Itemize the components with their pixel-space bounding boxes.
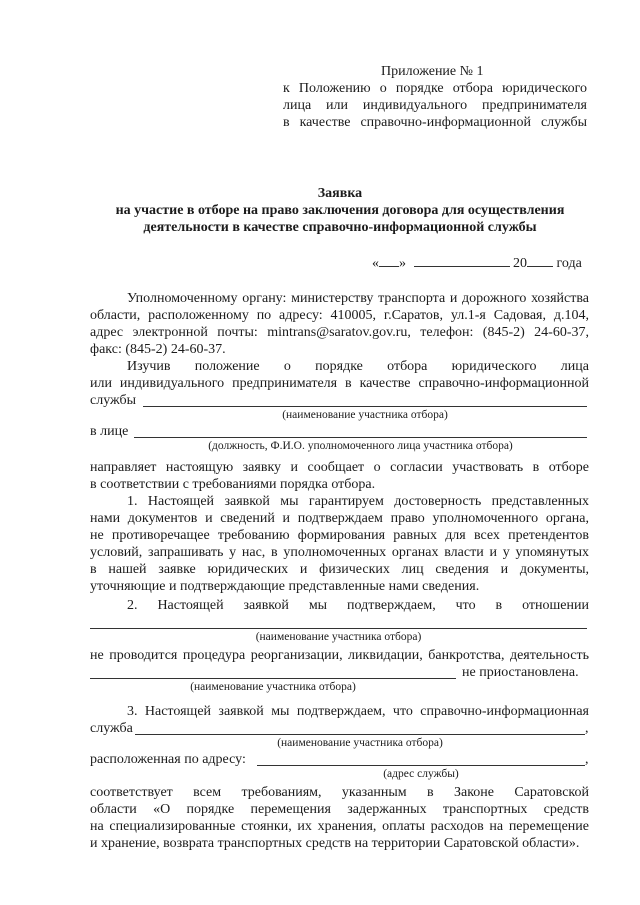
intro-line: направляет настоящую заявку и сообщает о согласии участвовать в отборе — [90, 460, 589, 475]
field-caption: (наименование участника отбора) — [190, 681, 356, 693]
paragraph-2-line: не приостановлена. — [462, 665, 579, 680]
paragraph-3-line: и хранение, возврата транспортных средств на территории Саратовской области». — [90, 836, 580, 851]
month-field[interactable] — [414, 253, 510, 267]
date-line — [372, 253, 582, 272]
field-caption: (должность, Ф.И.О. уполномоченного лица участника отбора) — [208, 440, 513, 452]
paragraph-1-line: в нашей заявке юридических и физических лиц сведения и документы, — [90, 562, 589, 577]
day-field[interactable] — [379, 253, 399, 267]
field-caption: (адрес службы) — [383, 768, 459, 780]
paragraph-3-line: 3. Настоящей заявкой мы подтверждаем, что справочно-информационная — [127, 704, 589, 719]
field-caption: (наименование участника отбора) — [255, 631, 422, 643]
intro-line: службы — [90, 393, 137, 408]
comma: , — [585, 752, 589, 767]
date-quote-close: » — [399, 256, 406, 271]
paragraph-1-line: уточняющие и подтверждающие представленные нами сведения. — [90, 579, 480, 594]
addressee-line: адрес электронной почты: mintrans@saratov.gov.ru, телефон: (845-2) 24-60-37, — [90, 325, 589, 340]
document-subtitle: на участие в отборе на право заключения договора для осуществления — [115, 203, 565, 218]
appendix-line: лица или индивидуального предпринимателя — [283, 98, 587, 113]
addressee-line: факс: (845-2) 24-60-37. — [90, 342, 226, 357]
field-caption: (наименование участника отбора) — [282, 409, 448, 421]
paragraph-3-line: области «О порядке перемещения задержанных транспортных средств — [90, 802, 589, 817]
year-field[interactable] — [527, 253, 553, 267]
intro-line: Изучив положение о порядке отбора юридического лица — [127, 359, 589, 374]
date-suffix: года — [556, 256, 582, 271]
paragraph-3-line: соответствует всем требованиям, указанным в Законе Саратовской — [90, 785, 589, 800]
comma: , — [585, 721, 589, 736]
date-quote-open: « — [372, 256, 379, 271]
intro-line: в соответствии с требованиями порядка отбора. — [90, 477, 376, 492]
field-caption: (наименование участника отбора) — [277, 737, 443, 749]
paragraph-2-line: 2. Настоящей заявкой мы подтверждаем, что в отношении — [127, 598, 589, 613]
paragraph-3-line: расположенная по адресу: — [90, 752, 246, 767]
intro-line: или индивидуального предпринимателя в качестве справочно-информационной — [90, 376, 589, 391]
paragraph-3-line: служба — [90, 721, 133, 736]
paragraph-2-line: не проводится процедура реорганизации, ликвидации, банкротства, деятельность — [90, 648, 589, 663]
appendix-title: Приложение № 1 — [381, 64, 484, 79]
paragraph-1-line: не противоречащее требованию формирования равных для всех претендентов — [90, 528, 589, 543]
date-century: 20 — [513, 256, 527, 271]
appendix-line: в качестве справочно-информационной службы — [283, 115, 587, 130]
paragraph-1-line: условий, запрашивать у нас, в уполномоченных органах власти и у упомянутых — [90, 545, 589, 560]
paragraph-3-line: на специализированные стоянки, их хранения, оплаты расходов на перемещение — [90, 819, 589, 834]
intro-line: в лице — [90, 424, 129, 439]
addressee-line: области, расположенному по адресу: 410005, г.Саратов, ул.1-я Садовая, д.104, — [90, 308, 589, 323]
paragraph-1-line: нами документов и сведений и подтверждаем право уполномоченного органа, — [90, 511, 589, 526]
document-subtitle: деятельности в качестве справочно-информационной службы — [143, 220, 537, 235]
paragraph-1-line: 1. Настоящей заявкой мы гарантируем достоверность представленных — [127, 494, 589, 509]
appendix-line: к Положению о порядке отбора юридического — [283, 81, 587, 96]
document-title: Заявка — [317, 186, 363, 201]
addressee-line: Уполномоченному органу: министерству транспорта и дорожного хозяйства — [127, 291, 589, 306]
